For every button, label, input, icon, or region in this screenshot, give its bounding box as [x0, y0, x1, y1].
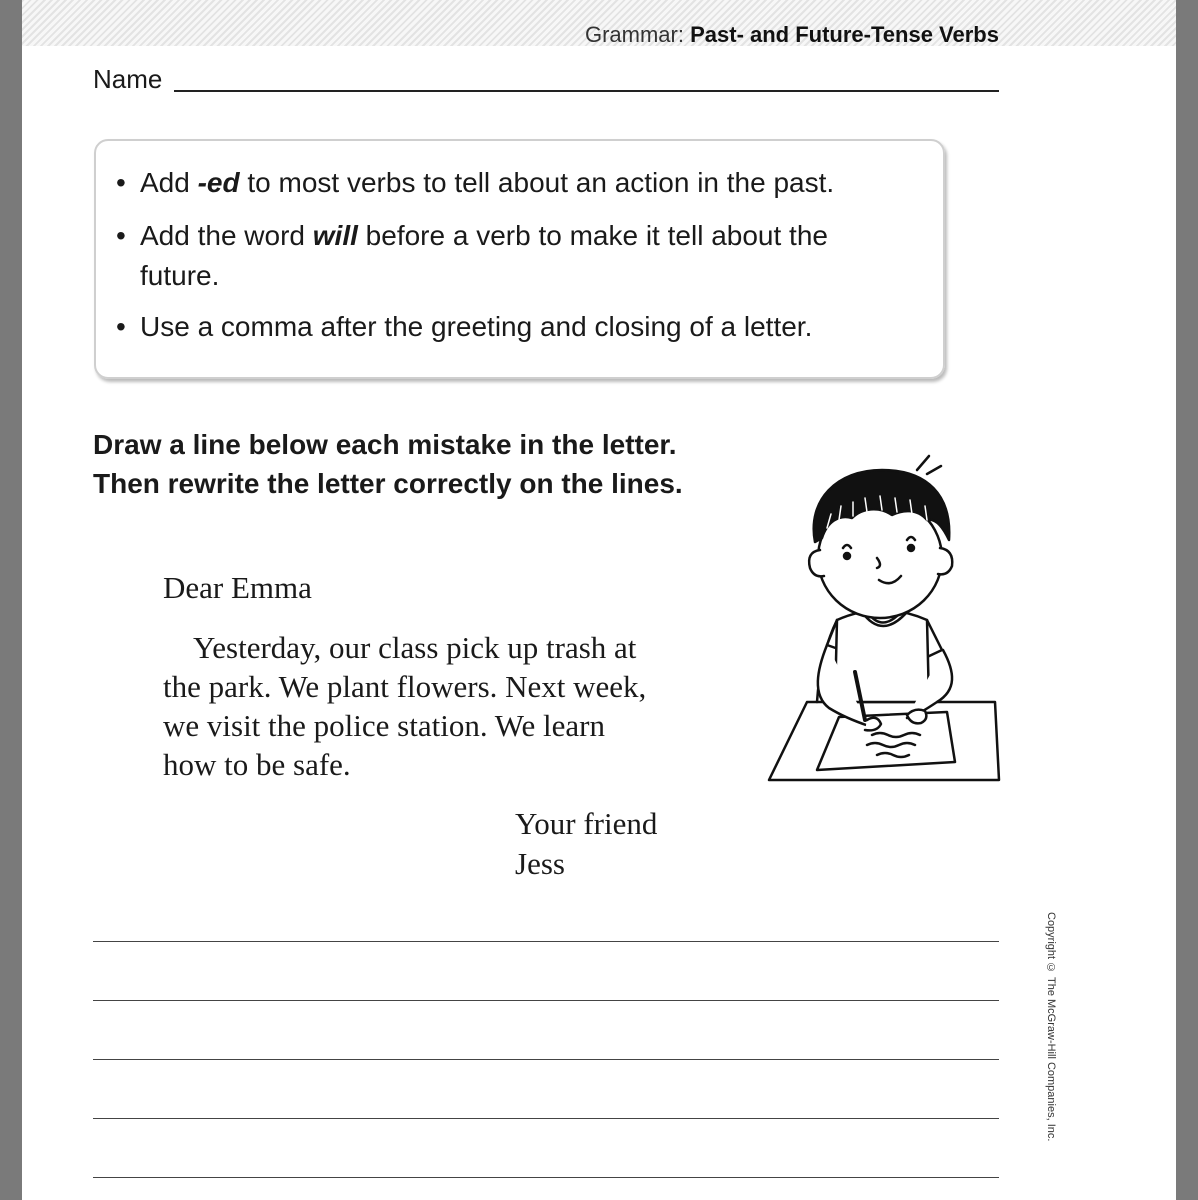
rule-2-continuation: future.: [140, 260, 220, 291]
letter-line-2: the park. We plant flowers. Next week,: [163, 669, 647, 704]
write-line-4[interactable]: [93, 1118, 999, 1119]
letter-line-1: Yesterday, our class pick up trash at: [193, 630, 637, 665]
boy-writing-illustration: [767, 440, 1002, 785]
write-line-5[interactable]: [93, 1177, 999, 1178]
letter-signature: Jess: [515, 846, 565, 881]
name-label: Name: [93, 64, 163, 94]
letter-greeting: Dear Emma: [163, 570, 312, 605]
bullet: •: [116, 167, 126, 198]
rule-1-bold: -ed: [197, 167, 240, 198]
write-line-3[interactable]: [93, 1059, 999, 1060]
bullet: •: [116, 311, 126, 342]
copyright-notice: Copyright © The McGraw-Hill Companies, Inc.: [1045, 912, 1057, 1142]
letter-line-4: how to be safe.: [163, 747, 351, 782]
write-line-2[interactable]: [93, 1000, 999, 1001]
name-write-line[interactable]: [174, 90, 999, 92]
rule-2-text-end: before a verb to make it tell about the: [357, 220, 828, 251]
rule-2-bold: will: [312, 220, 358, 251]
letter-line-3: we visit the police station. We learn: [163, 708, 606, 743]
rule-1-text-end: to most verbs to tell about an action in the past.: [239, 167, 835, 198]
rule-1-text: Add: [140, 167, 198, 198]
bullet: •: [116, 220, 126, 251]
page-header: [585, 22, 999, 48]
letter-closing: Your friend: [515, 806, 658, 841]
rule-2-text: Add the word: [140, 220, 313, 251]
write-line-1[interactable]: [93, 941, 999, 942]
instructions: Draw a line below each mistake in the letter. Then rewrite the letter correctly on the lines.: [93, 429, 683, 499]
header-prefix: Grammar:: [584, 22, 684, 47]
header-title: Past- and Future-Tense Verbs: [690, 22, 999, 47]
rule-3-text: Use a comma after the greeting and closing of a letter.: [140, 311, 813, 342]
worksheet-page: [22, 0, 1176, 1200]
rules-box: [94, 139, 945, 379]
